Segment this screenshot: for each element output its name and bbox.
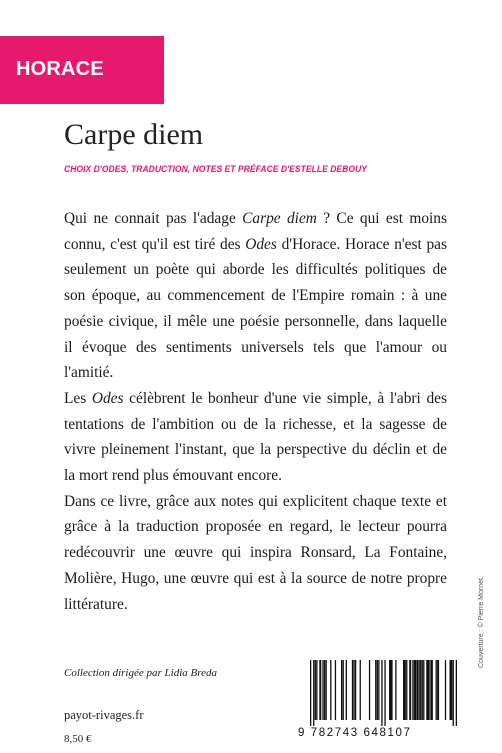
isbn-number: 9 782743 648107 (298, 727, 412, 739)
price-label: 8,50 € (64, 733, 92, 745)
barcode-bar (417, 660, 418, 720)
author-name: HORACE (16, 58, 104, 80)
blurb-text: d'Horace. Horace n'est pas seulement un poète qui aborde les difficultés politiques de son époque, au commencement de l'Empire romain : à une poésie civique, il mêle une poésie personnelle, dans laquelle il évoque des sentiments universels tels que l'amour ou l'amitié. (64, 235, 447, 382)
blurb-text: ? Ce qui est moins connu, c'est qu'il est tiré des (64, 210, 447, 253)
blurb-paragraph-2 (64, 386, 447, 489)
author-banner (0, 36, 164, 104)
barcode-bar (384, 660, 385, 726)
back-cover-blurb (64, 206, 447, 617)
barcode-bar (346, 660, 347, 720)
barcode (296, 656, 468, 743)
barcode-bar (322, 660, 323, 720)
barcode-bar (406, 660, 407, 720)
barcode-bar (429, 660, 430, 720)
barcode-bar (420, 660, 421, 720)
cover-photo-credit: Couverture : © Pierre Mornet. (478, 576, 485, 668)
barcode-bar (343, 660, 344, 720)
barcode-bar (436, 660, 437, 720)
barcode-bar (355, 660, 356, 720)
blurb-emphasis: Carpe diem (242, 210, 317, 227)
barcode-bar (428, 660, 429, 720)
barcode-bars (302, 660, 462, 726)
barcode-bar (453, 660, 454, 726)
barcode-bar (313, 660, 314, 726)
barcode-bar (409, 660, 411, 720)
barcode-bar (369, 660, 370, 720)
blurb-text: Les (64, 389, 92, 407)
barcode-bar (419, 660, 420, 720)
barcode-bar (319, 660, 321, 720)
barcode-bar (310, 660, 311, 726)
blurb-text: célèbrent le bonheur d'une vie simple, à l'abri des tentations de l'ambition ou de la richesse, et la sagesse de vivre pleinement l'instant, que la perspective du déclin et de la mort rend plus émouvant encore. (64, 389, 447, 485)
barcode-bar (316, 660, 317, 720)
barcode-bar (353, 660, 354, 720)
barcode-bar (405, 660, 406, 720)
blurb-emphasis: Odes (91, 389, 124, 407)
barcode-bar (415, 660, 416, 720)
barcode-bar (324, 660, 325, 720)
blurb-emphasis: Odes (245, 235, 277, 253)
book-subtitle: CHOIX D'ODES, TRADUCTION, NOTES ET PRÉFACE D'ESTELLE DEBOUY (64, 163, 367, 175)
barcode-bar (326, 660, 327, 720)
barcode-bar (375, 660, 376, 720)
barcode-bar (352, 660, 353, 720)
blurb-text: Qui ne connait pas l'adage (64, 210, 243, 227)
barcode-bar (335, 660, 336, 720)
book-title: Carpe diem (64, 118, 204, 151)
publisher-url: payot-rivages.fr (64, 708, 144, 722)
barcode-bar (330, 660, 331, 720)
barcode-bar (422, 660, 423, 720)
barcode-bar (381, 660, 382, 726)
barcode-bar (378, 660, 379, 720)
blurb-paragraph-1 (64, 206, 447, 386)
barcode-bar (431, 660, 433, 720)
barcode-bar (451, 660, 452, 720)
barcode-bar (437, 660, 439, 720)
blurb-paragraph-3: Dans ce livre, grâce aux notes qui explicitent chaque texte et grâce à la traduction proposée en regard, le lecteur pourra redécouvrir une œuvre qui inspira Ronsard, La Fontaine, Molière, Hugo, une œuvre qui est à la source de notre propre littérature. (64, 492, 447, 613)
barcode-bar (423, 660, 424, 720)
barcode-bar (445, 660, 446, 720)
barcode-bar (391, 660, 393, 720)
collection-credit: Collection dirigée par Lidia Breda (64, 667, 217, 679)
barcode-bar (395, 660, 396, 720)
barcode-bar (412, 660, 413, 720)
barcode-bar (360, 660, 361, 720)
barcode-bar (377, 660, 378, 720)
barcode-bar (456, 660, 457, 726)
barcode-bar (341, 660, 342, 720)
barcode-bar (315, 660, 316, 720)
